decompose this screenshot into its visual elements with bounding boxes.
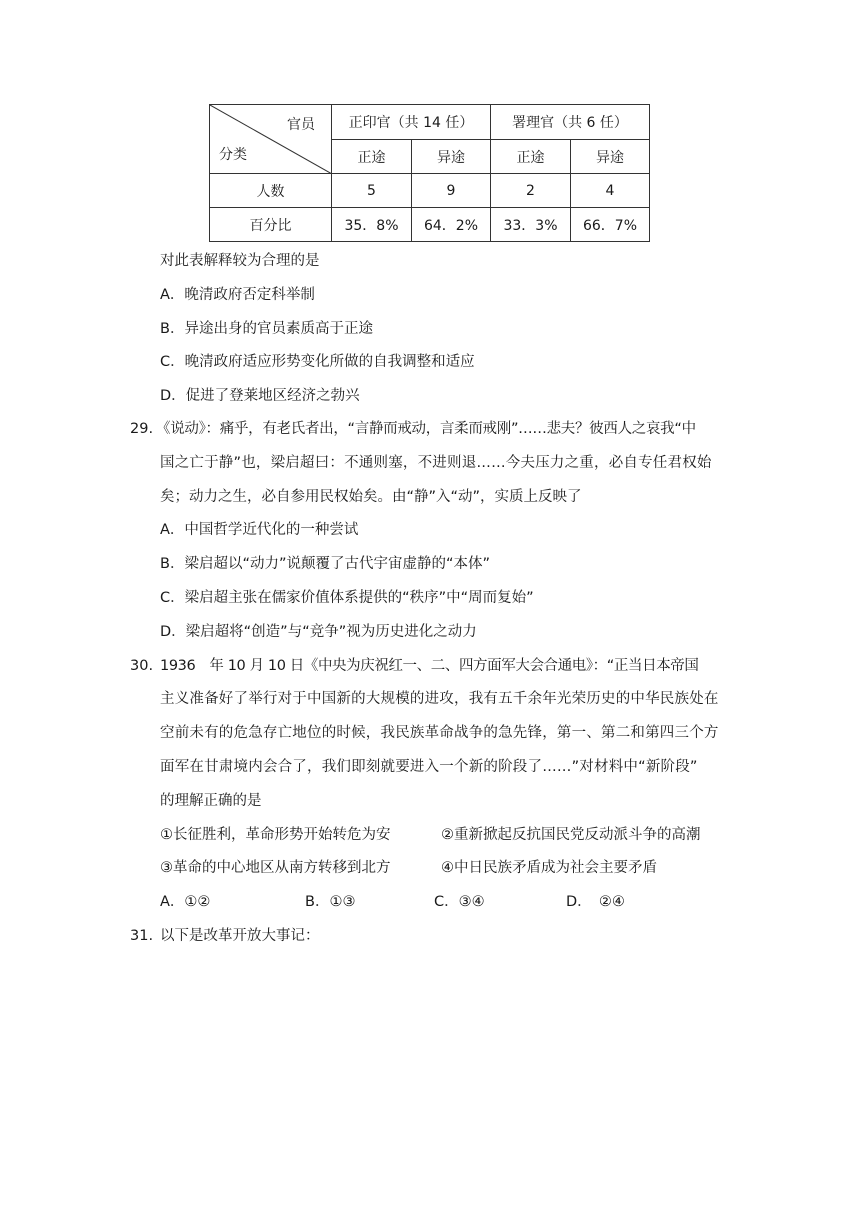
subheader-cell: 正途	[491, 140, 571, 174]
q29-text-line-1: 《说动》：痛乎，有老氏者出，“言静而戒动，言柔而戒刚”……悲夫？彼西人之哀我“中	[156, 421, 696, 437]
header-group-1: 正印官（共 14 任）	[332, 105, 491, 140]
corner-label-category: 分类	[219, 147, 247, 163]
table-corner-cell	[210, 105, 332, 174]
q31-number: 31.	[130, 928, 154, 944]
table-cell: 66．7%	[571, 208, 650, 242]
q30-number: 30.	[130, 658, 154, 674]
q29-number: 29.	[130, 421, 154, 437]
q28-stem: 对此表解释较为合理的是	[160, 253, 320, 269]
subheader-cell: 异途	[412, 140, 491, 174]
table-row	[210, 208, 650, 242]
q28-option-c: C．晚清政府适应形势变化所做的自我调整和适应	[160, 354, 475, 370]
q30-text-line-5: 的理解正确的是	[160, 793, 262, 809]
q30-text-line-3: 空前未有的危急存亡地位的时候，我民族革命战争的急先锋，第一、第二和第四三个方	[160, 725, 719, 741]
row-label: 百分比	[210, 208, 332, 242]
q30-text-line-4: 面军在甘肃境内会合了，我们即刻就要进入一个新的阶段了……”对材料中“新阶段”	[160, 759, 698, 775]
table-cell: 5	[332, 174, 412, 208]
table-cell: 64．2%	[412, 208, 491, 242]
table-cell: 35．8%	[332, 208, 412, 242]
q30-option-a: A．①②	[160, 894, 211, 910]
q30-item-4: ④中日民族矛盾成为社会主要矛盾	[441, 860, 657, 876]
corner-label-officials: 官员	[287, 117, 315, 133]
q28-option-d: D．促进了登莱地区经济之勃兴	[160, 388, 360, 404]
q30-option-b: B．①③	[305, 894, 356, 910]
table-row	[210, 174, 650, 208]
q30-item-1: ①长征胜利，革命形势开始转危为安	[160, 827, 391, 843]
table-cell: 2	[491, 174, 571, 208]
q30-text-line-2: 主义准备好了举行对于中国新的大规模的进攻，我有五千余年光荣历史的中华民族处在	[160, 691, 719, 707]
subheader-cell: 异途	[571, 140, 650, 174]
q29-option-b: B．梁启超以“动力”说颠覆了古代宇宙虚静的“本体”	[160, 556, 490, 572]
row-label: 人数	[210, 174, 332, 208]
q29-text-line-2: 国之亡于静”也，梁启超曰：不通则塞，不进则退……今夫压力之重，必自专任君权始	[160, 455, 712, 471]
q29-text-line-3: 矣；动力之生，必自参用民权始矣。由“静”入“动”，实质上反映了	[160, 489, 582, 505]
table-cell: 9	[412, 174, 491, 208]
q31-text: 以下是改革开放大事记：	[160, 928, 320, 944]
q29-option-d: D．梁启超将“创造”与“竞争”视为历史进化之动力	[160, 624, 477, 640]
q30-text-line-1: 1936 年 10 月 10 日《中央为庆祝红一、二、四方面军大会合通电》：“正当日本帝国	[160, 658, 699, 674]
q30-option-c: C．③④	[434, 894, 485, 910]
q30-option-d: D． ②④	[566, 894, 625, 910]
subheader-cell: 正途	[332, 140, 412, 174]
official-statistics-table	[209, 104, 650, 242]
q29-option-a: A．中国哲学近代化的一种尝试	[160, 522, 359, 538]
q29-option-c: C．梁启超主张在儒家价值体系提供的“秩序”中“周而复始”	[160, 590, 534, 606]
q28-option-a: A．晚清政府否定科举制	[160, 287, 315, 303]
header-group-2: 署理官（共 6 任）	[491, 105, 650, 140]
table-cell: 4	[571, 174, 650, 208]
q30-item-3: ③革命的中心地区从南方转移到北方	[160, 860, 391, 876]
q30-item-2: ②重新掀起反抗国民党反动派斗争的高潮	[441, 827, 701, 843]
q28-option-b: B．异途出身的官员素质高于正途	[160, 321, 373, 337]
table-cell: 33．3%	[491, 208, 571, 242]
